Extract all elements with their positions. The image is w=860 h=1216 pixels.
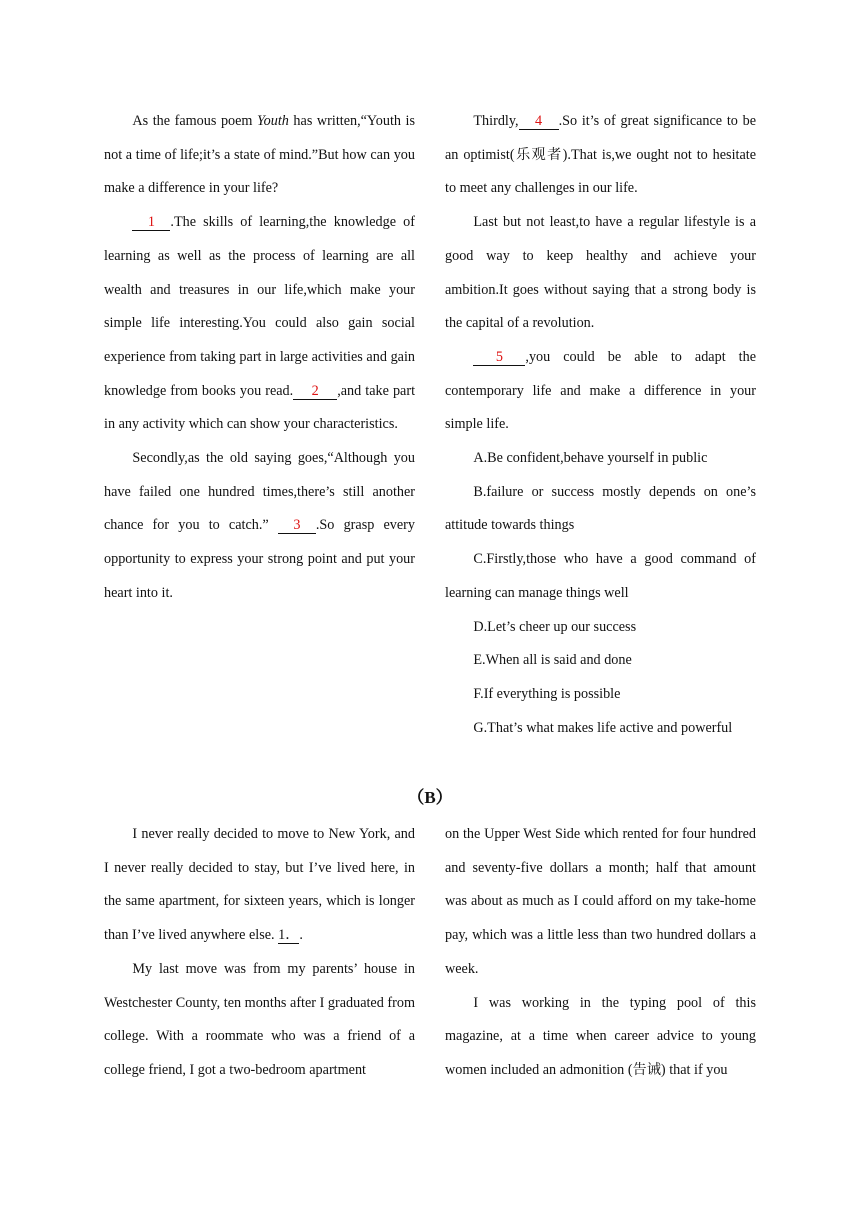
part-a-right-column — [445, 105, 756, 745]
text: . — [299, 927, 303, 944]
paragraph-last-move: My last move was from my parents’ house in Westchester County, ten months after I graduated from college. With a roommate who was a friend of a college friend, I got a two-bedroom apartment — [104, 960, 415, 1078]
text: .So grasp every opportunity to express your strong point and put your heart into it. — [104, 517, 415, 601]
paragraph-new-york — [104, 818, 415, 953]
paragraph-typing-pool: I was working in the typing pool of this magazine, at a time when career advice to young women included an admonition (告诫) that if you — [445, 994, 756, 1078]
poem-title: Youth — [257, 113, 289, 129]
paragraph-upper-west-side: on the Upper West Side which rented for four hundred and seventy-five dollars a month; half that amount was about as much as I could afford on my take-home pay, which was a little less than two hundred dollars a week. — [445, 826, 756, 977]
text: Secondly,as the old saying goes,“Although you have failed one hundred times,there’s still another chance for you to catch.” — [104, 450, 415, 534]
intro-paragraph — [104, 105, 415, 206]
blank-b-1: 1． — [278, 927, 300, 944]
text: .So it’s of great significance to be an optimist(乐观者).That is,we ought not to hesitate to meet any challenges in our life. — [445, 113, 756, 197]
option-a: A.Be confident,behave yourself in public — [473, 450, 708, 467]
blank-4: 4 — [519, 113, 559, 130]
section-b-title: （B） — [407, 788, 453, 807]
option-f: F.If everything is possible — [473, 685, 621, 702]
text: ,you could be able to adapt the contemporary life and make a difference in your simple life. — [445, 348, 756, 433]
part-b-left-column — [104, 818, 415, 1088]
text: ,and take part in any activity which can show your characteristics. — [104, 382, 416, 433]
blank-3: 3 — [278, 517, 316, 534]
part-a-left-column — [104, 105, 415, 611]
blank-2: 2 — [293, 383, 337, 400]
text: has written,“Youth is not a time of life;it’s a state of mind.”But how can you make a difference in your life? — [104, 113, 416, 197]
paragraph-blank-1 — [104, 206, 415, 442]
paragraph-lifestyle: Last but not least,to have a regular lifestyle is a good way to keep healthy and achieve your ambition.It goes without saying that a strong body is the capital of a revolution. — [445, 214, 756, 332]
option-c: C.Firstly,those who have a good command of learning can manage things well — [445, 551, 756, 601]
option-g: G.That’s what makes life active and powerful — [473, 719, 733, 736]
paragraph-blank-5 — [445, 341, 756, 442]
paragraph-blank-3 — [104, 442, 415, 611]
option-b: B.failure or success mostly depends on one’s attitude towards things — [445, 483, 756, 534]
blank-5: 5 — [473, 349, 525, 366]
text: Thirdly, — [473, 113, 519, 129]
part-b-right-column — [445, 818, 756, 1088]
text: As the famous poem — [132, 113, 258, 129]
text: .The skills of learning,the knowledge of learning as well as the process of learning are all wealth and treasures in our life,which make your simple life interesting.You could also gain social experience from taking part in large activities and gain knowledge from books you read. — [104, 214, 415, 399]
text: I never really decided to move to New York, and I never really decided to stay, but I’ve lived here, in the same apartment, for sixteen years, which is longer than I’ve lived anywhere else. — [104, 826, 415, 944]
option-d: D.Let’s cheer up our success — [473, 618, 637, 635]
option-e: E.When all is said and done — [473, 652, 632, 669]
blank-1: 1 — [132, 214, 170, 231]
paragraph-blank-4 — [445, 105, 756, 206]
